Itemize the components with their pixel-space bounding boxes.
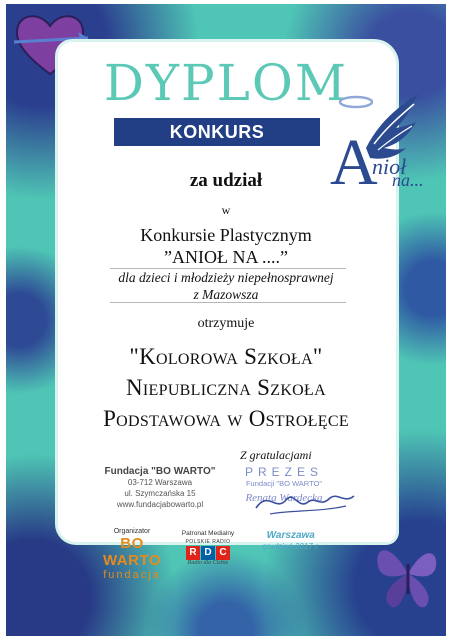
halo-icon [340,97,372,107]
angel-logo-na: na... [392,170,424,190]
diploma-title: DYPLOM [103,54,349,112]
contest-line: Konkursie Plastycznym [140,225,312,245]
foundation-stamp [100,466,220,510]
media-patron-logo [176,530,240,566]
congratulations: Z gratulacjami [240,448,312,462]
award-for: za udział [189,170,263,191]
recipient-name [0,341,452,434]
butterfly-icon [372,532,442,612]
rdc-letter-r: R [186,546,200,560]
rdc-letter-d: D [201,546,215,560]
organizer-logo [92,528,172,581]
divider-rule [110,302,346,303]
president-title: PREZES [244,465,323,479]
stamp-line-1: Fundacja "BO WARTO" [104,466,216,477]
patron-slogan: Radio dla Ciebie [187,560,229,566]
patron-radio: POLSKIE RADIO [185,539,231,545]
preposition-w: w [221,203,231,217]
signature [250,482,360,522]
president-name: Renata Wardecka [245,492,323,504]
receives-label: otrzymuje [197,316,255,331]
svg-text:A: A [330,126,378,198]
date: grudzień 2017 r. [262,542,320,551]
audience-line-2: z Mazowsza [193,287,259,302]
city: Warszawa [266,530,315,541]
audience-line-1: dla dzieci i młodzieży niepełnosprawnej [118,270,334,285]
contest-text [0,224,452,268]
president-org: Fundacji "BO WARTO" [245,479,323,488]
contest-name: ”ANIOŁ NA ....” [164,247,288,267]
recipient-line-3: Podstawowa w Ostrołęce [103,406,349,431]
rdc-logo [176,546,240,560]
stamp-line-3: ul. Szymczańska 15 [124,489,196,498]
organizer-sub: fundacja [103,569,161,581]
organizer-label: Organizator [113,528,151,535]
patron-label: Patronat Medialny [181,530,235,537]
place-date [262,530,320,552]
recipient-line-1: "Kolorowa Szkoła" [129,344,323,369]
contest-banner: KONKURS PLASTYCZNY [114,118,320,146]
stamp-line-4: www.fundacjabowarto.pl [116,500,204,509]
stamp-line-2: 03-712 Warszawa [127,478,193,487]
recipient-line-2: Niepubliczna Szkoła [126,375,326,400]
svg-text:nioł: nioł [372,154,407,179]
organizer-name: BO WARTO [102,535,162,569]
rdc-letter-c: C [216,546,230,560]
audience-text [0,269,452,303]
